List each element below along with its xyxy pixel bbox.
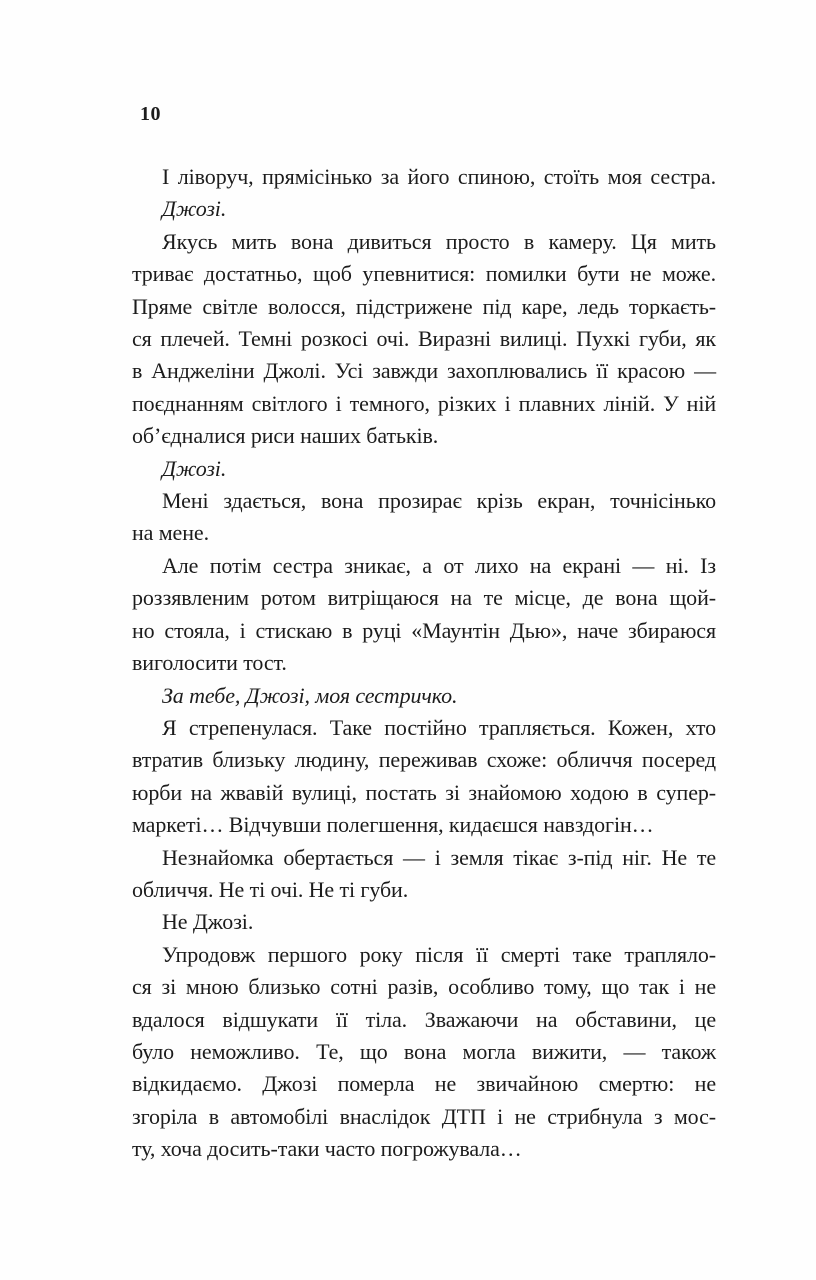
text-line: виголосити тост. [132,650,287,676]
text-line: об’єдналися риси наших батьків. [132,423,439,449]
text-line: Незнайомка обертається — і земля тікає з-під ніг. Не те [162,844,716,870]
text-line: Але потім сестра зникає, а от лихо на екрані — ні. Із [162,552,716,578]
text-line: відкидаємо. Джозі померла не звичайною смертю: не [132,1071,716,1097]
text-line: Я стрепенулася. Таке постійно трапляється. Кожен, хто [162,714,716,740]
paragraph [132,453,716,485]
text-line: обличчя. Не ті очі. Не ті губи. [132,876,409,902]
text-line: Не Джозі. [162,909,254,935]
text-line: згоріла в автомобілі внаслідок ДТП і не стрибнула з мос- [132,1103,716,1129]
text-line: І ліворуч, прямісінько за його спиною, стоїть моя сестра. [162,164,716,189]
text-line: триває достатньо, щоб упевнитися: помилки бути не може. [132,261,716,287]
text-line: було неможливо. Те, що вона могла вижити, — також [132,1038,716,1064]
text-line: юрби на жвавій вулиці, постать зі знайомою ходою в супер- [132,779,716,805]
text-line: втратив близьку людину, переживав схоже: обличчя посеред [132,747,716,773]
text-line: Якусь мить вона дивиться просто в камеру. Ця мить [162,228,716,254]
text-line: Упродовж першого року після її смерті таке трапляло- [162,941,716,967]
text-line: Пряме світле волосся, підстрижене під каре, ледь торкаєть- [132,293,716,319]
paragraph [132,939,716,1166]
text-line: Джозі. [162,455,227,481]
paragraph [132,161,716,193]
text-block [132,161,716,1166]
text-line: в Анджеліни Джолі. Усі завжди захоплювались її красою — [132,358,716,384]
paragraph [132,712,716,842]
text-line: Мені здається, вона прозирає крізь екран, точнісінько [162,488,716,514]
text-line: но стояла, і стискаю в руці «Маунтін Дью», наче збираюся [132,617,716,643]
paragraph [132,680,716,712]
text-line: ту, хоча досить-таки часто погрожувала… [132,1136,522,1162]
paragraph [132,485,716,550]
text-line: За тебе, Джозі, моя сестричко. [162,682,458,708]
text-line: маркеті… Відчувши полегшення, кидаєшся навздогін… [132,812,654,838]
paragraph [132,842,716,907]
text-line: вдалося відшукати її тіла. Зважаючи на обставини, це [132,1006,716,1032]
text-line: ся плечей. Темні розкосі очі. Виразні вилиці. Пухкі губи, як [132,326,716,352]
text-line: Джозі. [162,196,227,222]
text-line: поєднанням світлого і темного, різких і плавних ліній. У ній [132,390,716,416]
page-number: 10 [140,103,161,125]
text-line: ся зі мною близько сотні разів, особливо тому, що так і не [132,974,716,1000]
paragraph [132,550,716,680]
text-line: на мене. [132,520,209,546]
paragraph [132,193,716,225]
paragraph [132,906,716,938]
text-line: роззявленим ротом витріщаюся на те місце, де вона щой- [132,585,716,611]
paragraph [132,226,716,453]
